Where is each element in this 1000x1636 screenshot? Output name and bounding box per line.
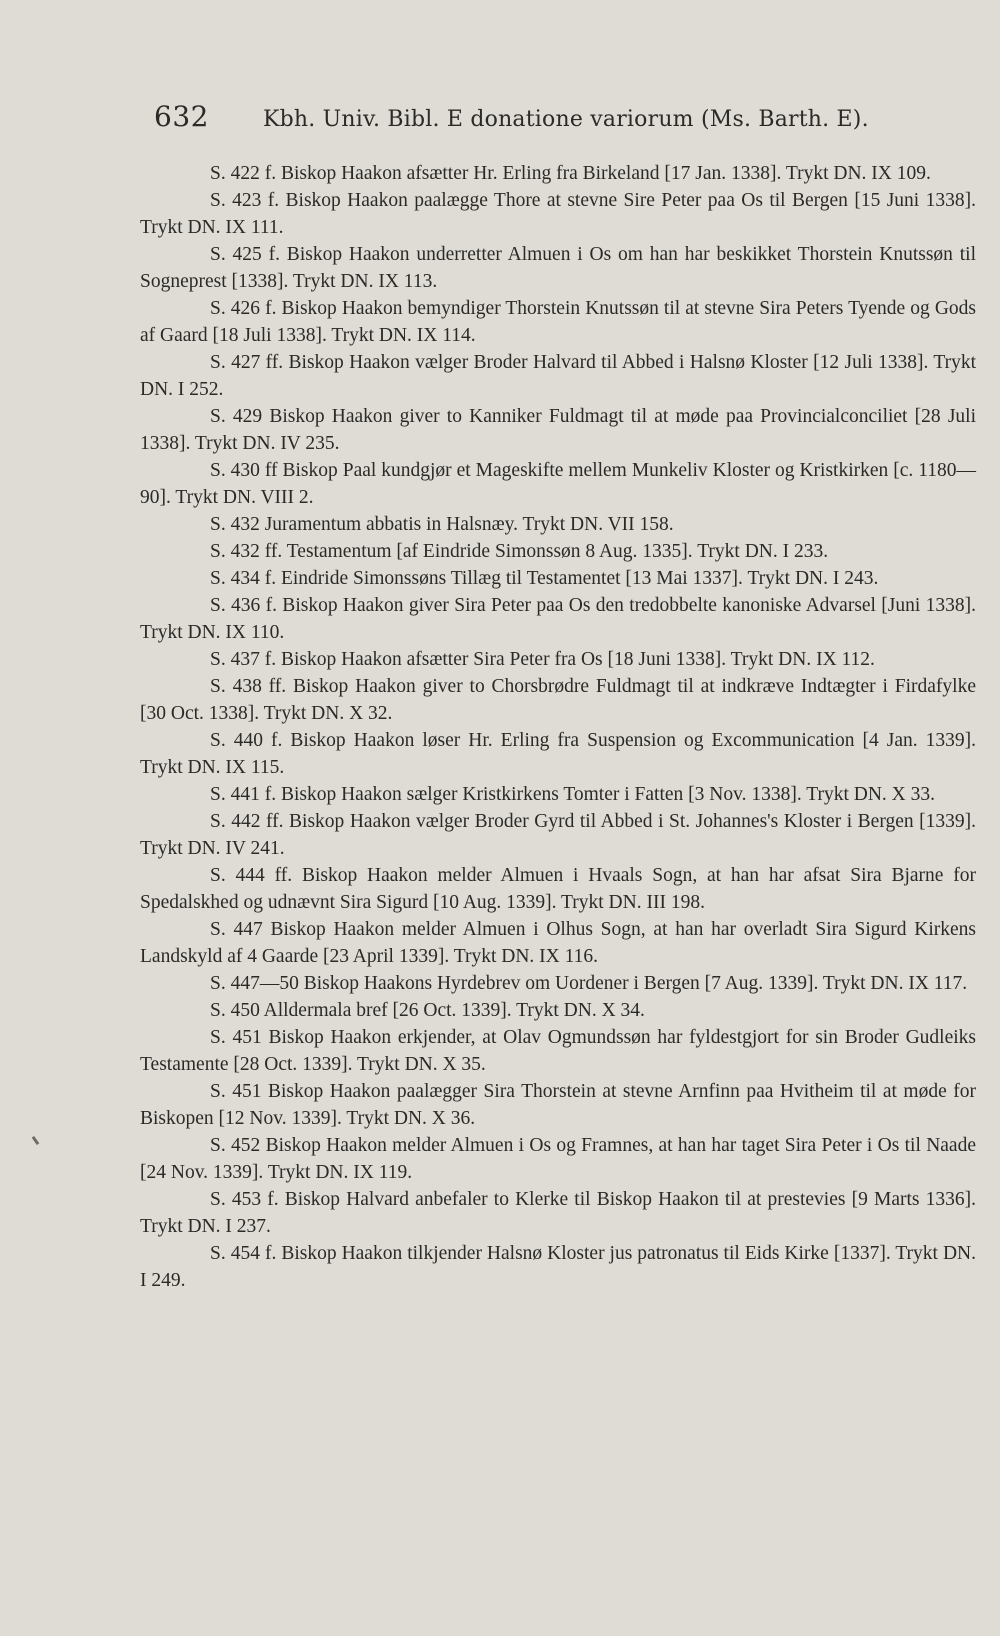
catalog-entry: S. 432 ff. Testamentum [af Eindride Simonssøn 8 Aug. 1335]. Trykt DN. I 233. (210, 541, 829, 562)
catalog-entry: S. 442 ff. Biskop Haakon vælger Broder Gyrd til Abbed i St. Johannes's Kloster i Bergen [1339]. Trykt DN. IV 241. (140, 811, 976, 859)
catalog-entry: S. 454 f. Biskop Haakon tilkjender Halsnø Kloster jus patronatus til Eids Kirke [1337]. Trykt DN. I 249. (140, 1243, 976, 1291)
catalog-entry: S. 432 Juramentum abbatis in Halsnæy. Trykt DN. VII 158. (210, 514, 674, 535)
catalog-entry: S. 427 ff. Biskop Haakon vælger Broder Halvard til Abbed i Halsnø Kloster [12 Juli 1338]. Trykt DN. I 252. (140, 352, 976, 400)
catalog-entries (140, 160, 976, 1294)
catalog-entry: S. 450 Alldermala bref [26 Oct. 1339]. Trykt DN. X 34. (210, 1000, 645, 1021)
catalog-entry: S. 426 f. Biskop Haakon bemyndiger Thorstein Knutssøn til at stevne Sira Peters Tyende og Gods af Gaard [18 Juli 1338]. Trykt DN. IX 114. (140, 298, 976, 346)
catalog-entry: S. 440 f. Biskop Haakon løser Hr. Erling fra Suspension og Excommunication [4 Jan. 1339]. Trykt DN. IX 115. (140, 730, 976, 778)
page-header (154, 100, 874, 133)
catalog-entry: S. 441 f. Biskop Haakon sælger Kristkirkens Tomter i Fatten [3 Nov. 1338]. Trykt DN. X 33. (210, 784, 935, 805)
catalog-entry: S. 451 Biskop Haakon paalægger Sira Thorstein at stevne Arnfinn paa Hvitheim til at møde for Biskopen [12 Nov. 1339]. Trykt DN. X 36. (140, 1081, 976, 1129)
catalog-entry: S. 453 f. Biskop Halvard anbefaler to Klerke til Biskop Haakon til at prestevies [9 Marts 1336]. Trykt DN. I 237. (140, 1189, 976, 1237)
catalog-entry: S. 423 f. Biskop Haakon paalægge Thore at stevne Sire Peter paa Os til Bergen [15 Juni 1338]. Trykt DN. IX 111. (140, 190, 976, 238)
running-title: Kbh. Univ. Bibl. E donatione variorum (Ms. Barth. E). (262, 107, 869, 132)
catalog-entry: S. 434 f. Eindride Simonssøns Tillæg til Testamentet [13 Mai 1337]. Trykt DN. I 243. (210, 568, 879, 589)
catalog-entry: S. 422 f. Biskop Haakon afsætter Hr. Erling fra Birkeland [17 Jan. 1338]. Trykt DN. IX 109. (210, 163, 931, 184)
page-number: 632 (154, 100, 209, 133)
catalog-entry: S. 425 f. Biskop Haakon underretter Almuen i Os om han har beskikket Thorstein Knutssøn til Sogneprest [1338]. Trykt DN. IX 113. (140, 244, 976, 292)
margin-pencil-mark (32, 1136, 40, 1145)
catalog-entry: S. 438 ff. Biskop Haakon giver to Chorsbrødre Fuldmagt til at indkræve Indtægter i Firdafylke [30 Oct. 1338]. Trykt DN. X 32. (140, 676, 976, 724)
catalog-entry: S. 452 Biskop Haakon melder Almuen i Os og Framnes, at han har taget Sira Peter i Os til Naade [24 Nov. 1339]. Trykt DN. IX 119. (140, 1135, 976, 1183)
catalog-entry: S. 447 Biskop Haakon melder Almuen i Olhus Sogn, at han har overladt Sira Sigurd Kirkens Landskyld af 4 Gaarde [23 April 1339]. Trykt DN. IX 116. (140, 919, 976, 967)
catalog-entry: S. 436 f. Biskop Haakon giver Sira Peter paa Os den tredobbelte kanoniske Advarsel [Juni 1338]. Trykt DN. IX 110. (140, 595, 976, 643)
catalog-entry: S. 451 Biskop Haakon erkjender, at Olav Ogmundssøn har fyldestgjort for sin Broder Gudleiks Testamente [28 Oct. 1339]. Trykt DN. X 35. (140, 1027, 976, 1075)
catalog-entry: S. 429 Biskop Haakon giver to Kanniker Fuldmagt til at møde paa Provincialconciliet [28 Juli 1338]. Trykt DN. IV 235. (140, 406, 976, 454)
catalog-entry: S. 447—50 Biskop Haakons Hyrdebrev om Uordener i Bergen [7 Aug. 1339]. Trykt DN. IX 117. (210, 973, 968, 994)
catalog-entry: S. 437 f. Biskop Haakon afsætter Sira Peter fra Os [18 Juni 1338]. Trykt DN. IX 112. (210, 649, 875, 670)
catalog-entry: S. 430 ff Biskop Paal kundgjør et Mageskifte mellem Munkeliv Kloster og Kristkirken [c. 1180—90]. Trykt DN. VIII 2. (140, 460, 976, 508)
catalog-entry: S. 444 ff. Biskop Haakon melder Almuen i Hvaals Sogn, at han har afsat Sira Bjarne for Spedalskhed og udnævnt Sira Sigurd [10 Aug. 1339]. Trykt DN. III 198. (140, 865, 976, 913)
